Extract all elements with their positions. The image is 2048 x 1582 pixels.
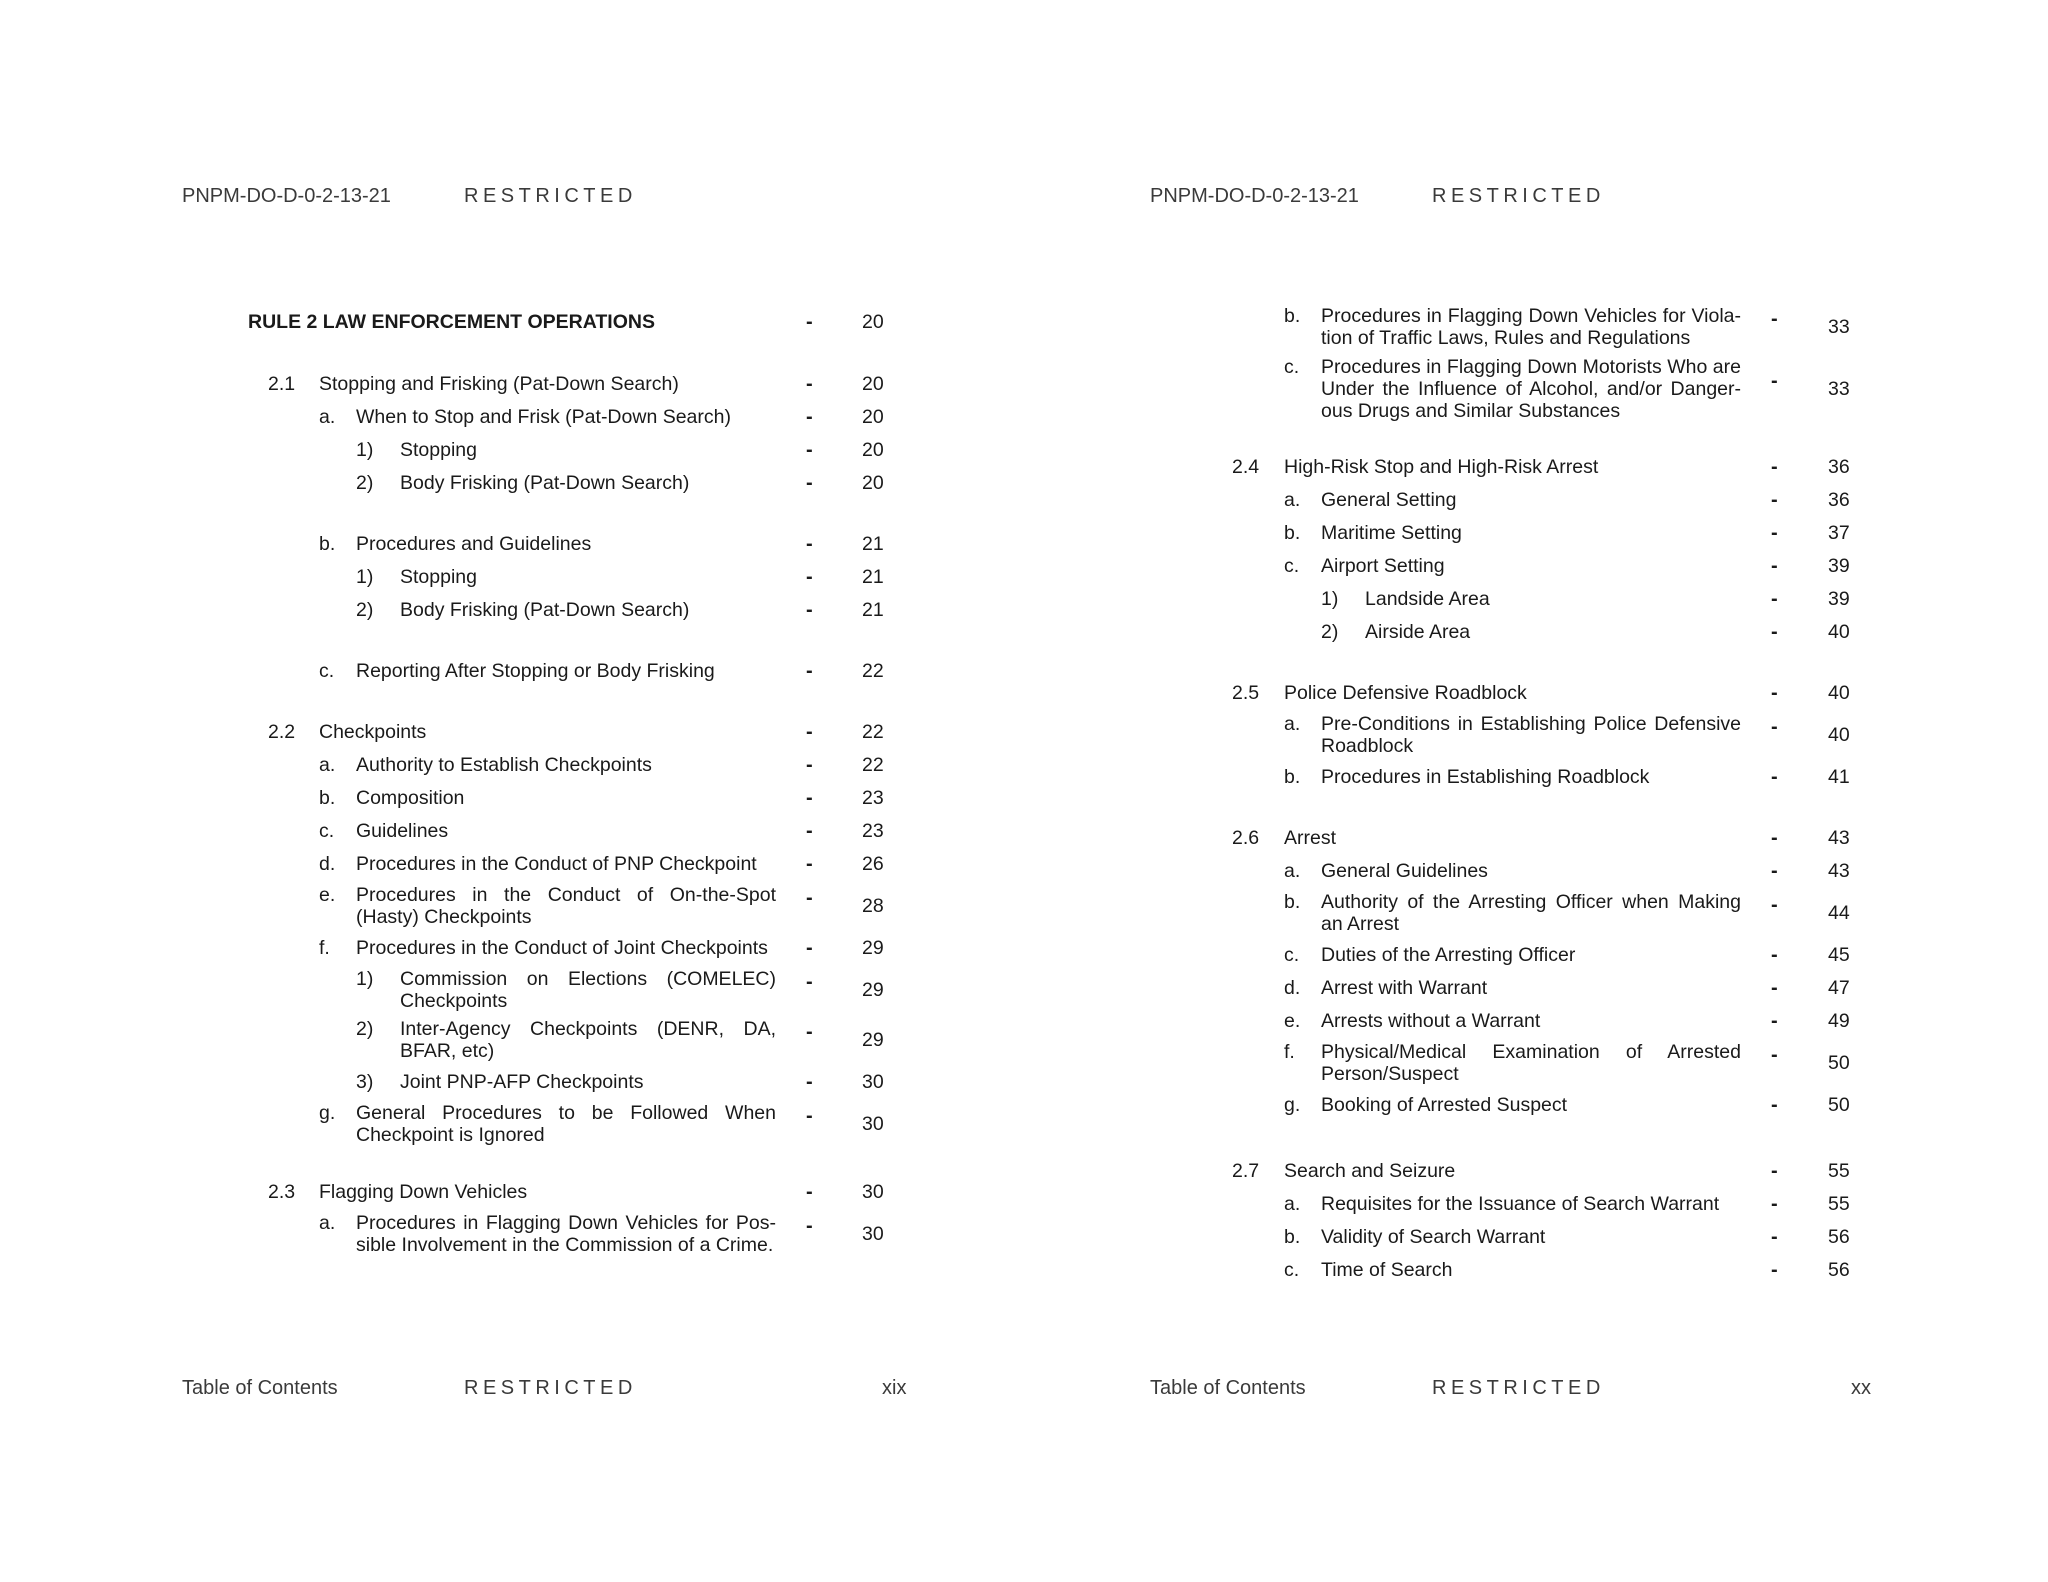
toc-entry-page-number: 29 — [862, 937, 884, 959]
toc-dash: - — [1771, 860, 1778, 882]
toc-entry-number: f. — [319, 937, 330, 959]
toc-dash: - — [806, 472, 813, 494]
toc-entry-page-number: 30 — [862, 1113, 884, 1135]
toc-entry-page-number: 56 — [1828, 1226, 1850, 1248]
footer-page-number: xix — [882, 1377, 907, 1399]
toc-dash: - — [1771, 977, 1778, 999]
toc-entry-title: Duties of the Arresting Officer — [1321, 944, 1576, 966]
toc-dash: - — [1771, 1094, 1778, 1116]
toc-entry-title: Pre-Conditions in Establishing Police Defensive Roadblock — [1321, 713, 1741, 757]
toc-entry-page-number: 41 — [1828, 766, 1850, 788]
toc-dash: - — [1771, 489, 1778, 511]
toc-dash: - — [1771, 1226, 1778, 1248]
toc-entry-number: c. — [319, 820, 335, 842]
toc-entry-title: Procedures in Flagging Down Vehicles for Viola-tion of Traffic Laws, Rules and Regulations — [1321, 305, 1741, 349]
toc-dash: - — [806, 971, 813, 993]
toc-entry-page-number: 33 — [1828, 316, 1850, 338]
toc-entry-number: b. — [1284, 522, 1301, 544]
toc-entry-page-number: 22 — [862, 754, 884, 776]
toc-entry-number: b. — [1284, 305, 1301, 327]
toc-entry-title: Reporting After Stopping or Body Frisking — [356, 660, 715, 682]
toc-dash: - — [806, 373, 813, 395]
toc-dash: - — [1771, 456, 1778, 478]
toc-dash: - — [1771, 827, 1778, 849]
toc-entry-number: 2.5 — [1232, 682, 1260, 704]
left-page — [0, 0, 1000, 1582]
toc-entry-title: Procedures in Establishing Roadblock — [1321, 766, 1650, 788]
toc-dash: - — [806, 660, 813, 682]
toc-dash: - — [1771, 716, 1778, 738]
footer-restricted-label: RESTRICTED — [1432, 1377, 1605, 1399]
toc-entry-number: a. — [319, 1212, 336, 1234]
toc-entry-title: Checkpoints — [319, 721, 427, 743]
toc-entry-number: c. — [1284, 1259, 1300, 1281]
toc-dash: - — [806, 787, 813, 809]
toc-entry-page-number: 43 — [1828, 860, 1850, 882]
toc-entry-number: a. — [1284, 489, 1301, 511]
toc-entry-page-number: 21 — [862, 599, 884, 621]
toc-entry-title: Booking of Arrested Suspect — [1321, 1094, 1568, 1116]
toc-entry-title: Procedures in the Conduct of On-the-Spot (Hasty) Checkpoints — [356, 884, 776, 928]
toc-entry-page-number: 45 — [1828, 944, 1850, 966]
toc-entry-title: Police Defensive Roadblock — [1284, 682, 1527, 704]
toc-entry-page-number: 30 — [862, 1181, 884, 1203]
toc-entry-number: 2) — [356, 472, 374, 494]
toc-entry-number: e. — [319, 884, 336, 906]
toc-entry-title: Flagging Down Vehicles — [319, 1181, 528, 1203]
toc-entry-title: Airport Setting — [1321, 555, 1445, 577]
toc-dash: - — [1771, 894, 1778, 916]
toc-dash: - — [806, 937, 813, 959]
toc-entry-number: d. — [319, 853, 336, 875]
toc-entry-number: 2.2 — [268, 721, 296, 743]
toc-dash: - — [1771, 588, 1778, 610]
footer-restricted-label: RESTRICTED — [464, 1377, 637, 1399]
rule-title: RULE 2 LAW ENFORCEMENT OPERATIONS — [248, 311, 655, 333]
toc-entry-number: e. — [1284, 1010, 1301, 1032]
toc-dash: - — [806, 754, 813, 776]
toc-entry-number: b. — [1284, 1226, 1301, 1248]
toc-entry-page-number: 29 — [862, 1029, 884, 1051]
toc-entry-number: g. — [319, 1102, 336, 1124]
toc-entry-page-number: 30 — [862, 1071, 884, 1093]
toc-dash: - — [806, 820, 813, 842]
toc-entry-page-number: 50 — [1828, 1052, 1850, 1074]
toc-entry-number: a. — [1284, 860, 1301, 882]
toc-entry-page-number: 40 — [1828, 724, 1850, 746]
toc-entry-page-number: 22 — [862, 660, 884, 682]
toc-entry-number: 2.3 — [268, 1181, 296, 1203]
toc-dash: - — [1771, 766, 1778, 788]
toc-entry-number: d. — [1284, 977, 1301, 999]
toc-dash: - — [1771, 370, 1778, 392]
toc-entry-title: Joint PNP-AFP Checkpoints — [400, 1071, 644, 1093]
toc-entry-number: 2) — [1321, 621, 1339, 643]
toc-entry-page-number: 21 — [862, 533, 884, 555]
toc-entry-title: Procedures in Flagging Down Vehicles for Pos-sible Involvement in the Commission of a Crime. — [356, 1212, 776, 1256]
toc-entry-number: f. — [1284, 1041, 1295, 1063]
toc-entry-page-number: 37 — [1828, 522, 1850, 544]
toc-dash: - — [806, 599, 813, 621]
toc-entry-title: General Procedures to be Followed When Checkpoint is Ignored — [356, 1102, 776, 1146]
toc-dash: - — [806, 1215, 813, 1237]
toc-entry-title: Body Frisking (Pat-Down Search) — [400, 472, 690, 494]
toc-entry-number: a. — [1284, 1193, 1301, 1215]
toc-entry-number: 1) — [356, 968, 374, 990]
toc-entry-page-number: 33 — [1828, 378, 1850, 400]
toc-entry-page-number: 21 — [862, 566, 884, 588]
toc-entry-title: General Guidelines — [1321, 860, 1488, 882]
toc-dash: - — [1771, 682, 1778, 704]
header-restricted-label: RESTRICTED — [1432, 185, 1605, 207]
toc-dash: - — [1771, 1160, 1778, 1182]
footer-section-label: Table of Contents — [182, 1377, 338, 1399]
toc-entry-page-number: 39 — [1828, 588, 1850, 610]
toc-entry-number: 1) — [1321, 588, 1339, 610]
toc-entry-number: 2.7 — [1232, 1160, 1260, 1182]
toc-dash: - — [806, 566, 813, 588]
toc-entry-title: Requisites for the Issuance of Search Warrant — [1321, 1193, 1720, 1215]
toc-entry-number: 1) — [356, 439, 374, 461]
toc-entry-page-number: 23 — [862, 787, 884, 809]
toc-entry-title: Inter-Agency Checkpoints (DENR, DA, BFAR, etc) — [400, 1018, 776, 1062]
toc-entry-page-number: 29 — [862, 979, 884, 1001]
toc-dash: - — [1771, 1259, 1778, 1281]
toc-dash: - — [1771, 1044, 1778, 1066]
toc-entry-title: Physical/Medical Examination of Arrested Person/Suspect — [1321, 1041, 1741, 1085]
toc-entry-number: 2.1 — [268, 373, 296, 395]
toc-entry-page-number: 56 — [1828, 1259, 1850, 1281]
toc-entry-page-number: 44 — [1828, 902, 1850, 924]
toc-entry-title: Body Frisking (Pat-Down Search) — [400, 599, 690, 621]
toc-dash: - — [806, 721, 813, 743]
toc-dash: - — [806, 1181, 813, 1203]
toc-dash: - — [1771, 308, 1778, 330]
toc-entry-title: Arrests without a Warrant — [1321, 1010, 1541, 1032]
toc-entry-page-number: 22 — [862, 721, 884, 743]
toc-dash: - — [806, 533, 813, 555]
toc-entry-number: c. — [319, 660, 335, 682]
toc-dash: - — [806, 406, 813, 428]
toc-entry-page-number: 43 — [1828, 827, 1850, 849]
toc-entry-page-number: 30 — [862, 1223, 884, 1245]
toc-entry-title: Stopping — [400, 566, 477, 588]
toc-dash: - — [806, 1021, 813, 1043]
toc-list-right — [966, 0, 1966, 1582]
toc-entry-number: b. — [319, 787, 336, 809]
toc-entry-page-number: 28 — [862, 895, 884, 917]
toc-dash: - — [1771, 944, 1778, 966]
toc-entry-number: b. — [1284, 891, 1301, 913]
toc-entry-number: g. — [1284, 1094, 1301, 1116]
toc-entry-page-number: 39 — [1828, 555, 1850, 577]
toc-dash: - — [1771, 1193, 1778, 1215]
toc-dash: - — [1771, 621, 1778, 643]
toc-list-left — [0, 0, 1000, 1582]
toc-entry-title: Guidelines — [356, 820, 449, 842]
toc-entry-title: Validity of Search Warrant — [1321, 1226, 1546, 1248]
toc-entry-number: c. — [1284, 356, 1300, 378]
toc-entry-number: 2.4 — [1232, 456, 1260, 478]
toc-entry-title: Commission on Elections (COMELEC) Checkpoints — [400, 968, 776, 1012]
toc-entry-title: Stopping — [400, 439, 477, 461]
toc-entry-page-number: 47 — [1828, 977, 1850, 999]
toc-entry-title: Time of Search — [1321, 1259, 1453, 1281]
toc-entry-title: Authority of the Arresting Officer when Making an Arrest — [1321, 891, 1741, 935]
toc-entry-number: 1) — [356, 566, 374, 588]
toc-entry-number: c. — [1284, 555, 1300, 577]
toc-entry-page-number: 36 — [1828, 456, 1850, 478]
toc-entry-page-number: 49 — [1828, 1010, 1850, 1032]
header-document-code: PNPM-DO-D-0-2-13-21 — [182, 185, 391, 207]
toc-entry-title: Procedures in the Conduct of Joint Checkpoints — [356, 937, 768, 959]
toc-entry-title: Composition — [356, 787, 465, 809]
toc-entry-page-number: 40 — [1828, 682, 1850, 704]
toc-dash: - — [1771, 555, 1778, 577]
toc-entry-number: c. — [1284, 944, 1300, 966]
header-restricted-label: RESTRICTED — [464, 185, 637, 207]
toc-dash: - — [806, 887, 813, 909]
toc-entry-number: b. — [1284, 766, 1301, 788]
toc-dash: - — [1771, 522, 1778, 544]
toc-entry-page-number: 20 — [862, 373, 884, 395]
toc-entry-title: General Setting — [1321, 489, 1457, 511]
toc-entry-title: Stopping and Frisking (Pat-Down Search) — [319, 373, 679, 395]
footer-section-label: Table of Contents — [1150, 1377, 1306, 1399]
toc-entry-title: Procedures in Flagging Down Motorists Who are Under the Influence of Alcohol, and/or Danger-ous Drugs and Similar Substances — [1321, 356, 1741, 422]
toc-dash: - — [1771, 1010, 1778, 1032]
toc-entry-number: b. — [319, 533, 336, 555]
toc-entry-number: a. — [319, 754, 336, 776]
toc-entry-title: When to Stop and Frisk (Pat-Down Search) — [356, 406, 731, 428]
toc-entry-number: 3) — [356, 1071, 374, 1093]
toc-entry-page-number: 20 — [862, 472, 884, 494]
toc-entry-number: 2.6 — [1232, 827, 1260, 849]
rule-page-number: 20 — [862, 311, 884, 333]
toc-entry-title: Maritime Setting — [1321, 522, 1462, 544]
toc-entry-number: 2) — [356, 1018, 374, 1040]
toc-entry-number: a. — [1284, 713, 1301, 735]
toc-entry-page-number: 20 — [862, 406, 884, 428]
toc-entry-title: Airside Area — [1365, 621, 1471, 643]
toc-entry-number: a. — [319, 406, 336, 428]
toc-entry-title: Search and Seizure — [1284, 1160, 1456, 1182]
toc-entry-page-number: 23 — [862, 820, 884, 842]
toc-dash: - — [806, 311, 813, 333]
toc-entry-title: High-Risk Stop and High-Risk Arrest — [1284, 456, 1599, 478]
toc-entry-title: Authority to Establish Checkpoints — [356, 754, 652, 776]
toc-dash: - — [806, 1105, 813, 1127]
header-document-code: PNPM-DO-D-0-2-13-21 — [1150, 185, 1359, 207]
toc-entry-number: 2) — [356, 599, 374, 621]
toc-entry-page-number: 36 — [1828, 489, 1850, 511]
toc-entry-title: Arrest — [1284, 827, 1337, 849]
toc-entry-page-number: 20 — [862, 439, 884, 461]
toc-entry-page-number: 55 — [1828, 1193, 1850, 1215]
toc-entry-page-number: 26 — [862, 853, 884, 875]
toc-entry-title: Procedures in the Conduct of PNP Checkpoint — [356, 853, 757, 875]
toc-entry-title: Procedures and Guidelines — [356, 533, 592, 555]
toc-dash: - — [806, 1071, 813, 1093]
footer-page-number: xx — [1851, 1377, 1871, 1399]
toc-dash: - — [806, 853, 813, 875]
toc-entry-title: Landside Area — [1365, 588, 1490, 610]
toc-entry-page-number: 40 — [1828, 621, 1850, 643]
toc-entry-title: Arrest with Warrant — [1321, 977, 1488, 999]
toc-entry-page-number: 55 — [1828, 1160, 1850, 1182]
right-page — [966, 0, 1966, 1582]
toc-dash: - — [806, 439, 813, 461]
toc-entry-page-number: 50 — [1828, 1094, 1850, 1116]
